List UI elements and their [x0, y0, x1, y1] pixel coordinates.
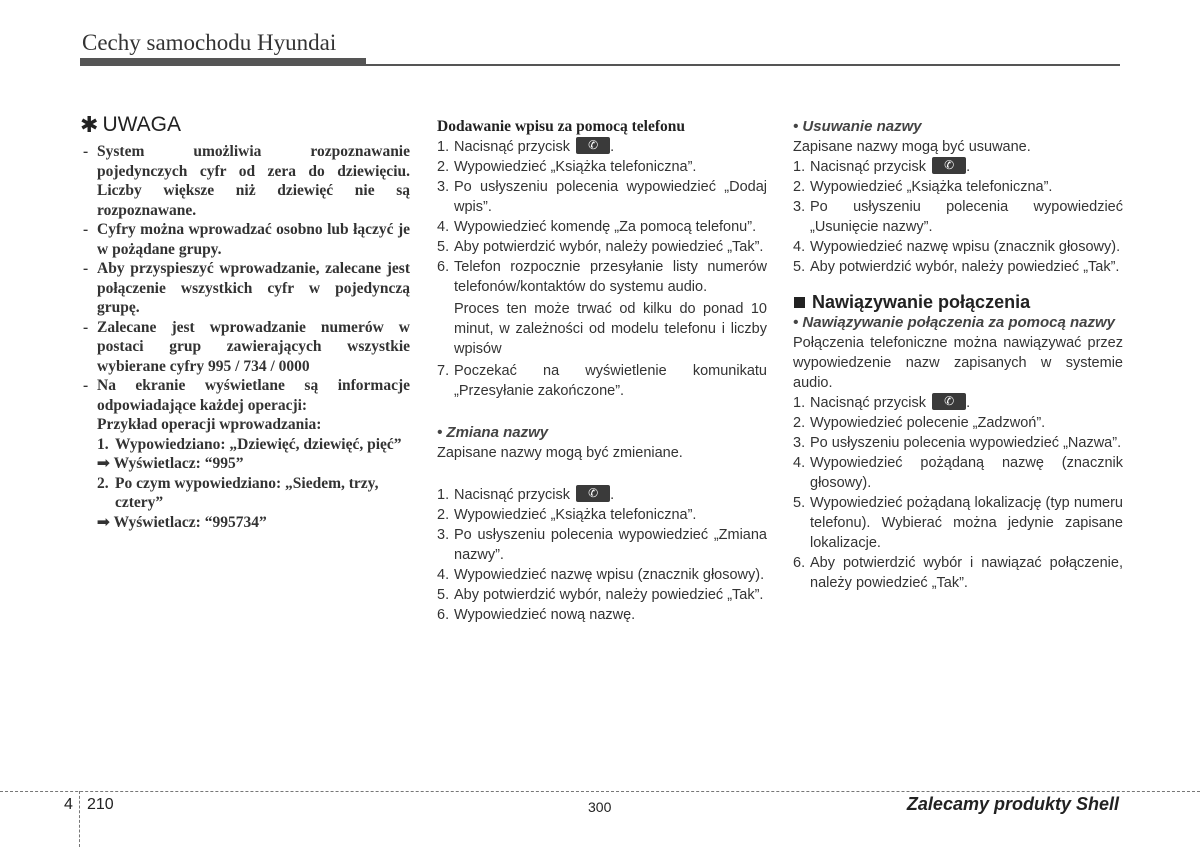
arrow-right-icon: ➟: [97, 455, 114, 472]
example-step: 1. Wypowiedziano: „Dziewięć, dziewięć, pięć”: [97, 435, 402, 453]
add-entry-step: 2. Wypowiedzieć „Książka telefoniczna”.: [437, 159, 697, 175]
connect-subtitle: • Nawiązywanie połączenia za pomocą nazwy: [793, 314, 1116, 331]
delete-name-step: 3. Po usłyszeniu polecenia wypowiedzieć „Usunięcie nazwy”.: [793, 199, 1123, 235]
header-rule: [80, 64, 1120, 66]
phone-talk-icon: [932, 157, 966, 174]
example-step: 2. Po czym wypowiedziano: „Siedem, trzy, cztery”: [97, 474, 379, 511]
middle-column: [437, 117, 767, 625]
add-entry-step: 1. Nacisnąć przycisk ✆ .: [437, 137, 767, 157]
right-column: [793, 117, 1123, 593]
connect-section-title: Nawiązywanie połączenia: [793, 291, 1123, 313]
warning-item: - Aby przyspieszyć wprowadzanie, zalecane jest połączenie wszystkich cyfr w pojedynczą grupę.: [83, 260, 410, 316]
connect-step: 2. Wypowiedzieć polecenie „Zadzwoń”.: [793, 415, 1046, 431]
warning-column: [80, 112, 410, 532]
footer-slogan: Zalecamy produkty Shell: [906, 794, 1119, 814]
change-name-step: 2. Wypowiedzieć „Książka telefoniczna”.: [437, 507, 697, 523]
warning-item: - Na ekranie wyświetlane są informacje odpowiadające każdej operacji:: [83, 377, 410, 414]
delete-name-step: 2. Wypowiedzieć „Książka telefoniczna”.: [793, 179, 1053, 195]
delete-name-step: 4. Wypowiedzieć nazwę wpisu (znacznik głosowy).: [793, 239, 1121, 255]
warning-item: - Zalecane jest wprowadzanie numerów w postaci grup zawierających wszystkie wybierane cyfry 995 / 734 / 0000: [83, 318, 410, 375]
warning-item: - System umożliwia rozpoznawanie pojedynczych cyfr od zera do dziewięciu. Liczby większe niż dziewięć nie są rozpoznawane.: [83, 143, 410, 219]
warning-heading: [80, 112, 410, 138]
add-entry-step: 3. Po usłyszeniu polecenia wypowiedzieć „Dodaj wpis”.: [437, 179, 767, 215]
chapter-number: 4: [64, 796, 73, 813]
delete-name-step: 5. Aby potwierdzić wybór, należy powiedzieć „Tak”.: [793, 259, 1120, 275]
change-name-step: 4. Wypowiedzieć nazwę wpisu (znacznik głosowy).: [437, 567, 765, 583]
example-title: Przykład operacji wprowadzania:: [97, 416, 322, 433]
change-name-title: • Zmiana nazwy: [437, 424, 549, 441]
warning-heading-text: UWAGA: [102, 113, 181, 136]
arrow-right-icon: ➟: [97, 513, 114, 531]
connect-step: 3. Po usłyszeniu polecenia wypowiedzieć „Nazwa”.: [793, 435, 1122, 451]
change-name-step: 6. Wypowiedzieć nową nazwę.: [437, 607, 636, 623]
page-header-title: Cechy samochodu Hyundai: [82, 30, 337, 55]
example-result: ➟ Wyświetlacz: “995”: [97, 455, 244, 472]
square-bullet-icon: [794, 297, 805, 308]
add-entry-step: 4. Wypowiedzieć komendę „Za pomocą telefonu”.: [437, 219, 757, 235]
change-name-intro: Zapisane nazwy mogą być zmieniane.: [437, 445, 683, 461]
add-entry-step: 7. Poczekać na wyświetlenie komunikatu „Przesyłanie zakończone”.: [437, 363, 767, 399]
connect-step: 6. Aby potwierdzić wybór i nawiązać połączenie, należy powiedzieć „Tak”.: [793, 555, 1123, 591]
asterisk-icon: ✱: [80, 112, 99, 137]
warning-item: - Cyfry można wprowadzać osobno lub łączyć je w pożądane grupy.: [83, 221, 410, 258]
connect-step: 4. Wypowiedzieć pożądaną nazwę (znacznik głosowy).: [793, 455, 1123, 491]
warning-list: [80, 142, 410, 532]
change-name-step: 1. Nacisnąć przycisk ✆ .: [437, 485, 767, 505]
connect-step: 5. Wypowiedzieć pożądaną lokalizację (typ numeru telefonu). Wybierać można jedynie zapisane lokalizacje.: [793, 495, 1123, 551]
document-page-number: 300: [588, 799, 612, 815]
add-entry-note: Proces ten może trwać od kilku do ponad 10 minut, w zależności od modelu telefonu i liczby wpisów: [454, 301, 767, 357]
phone-talk-icon: [576, 485, 610, 502]
footer-divider: [79, 791, 80, 847]
phone-talk-icon: [932, 393, 966, 410]
add-entry-title: Dodawanie wpisu za pomocą telefonu: [437, 118, 686, 135]
delete-name-title: • Usuwanie nazwy: [793, 118, 922, 135]
example-block: [80, 415, 410, 532]
footer-rule: [0, 791, 1200, 792]
delete-name-intro: Zapisane nazwy mogą być usuwane.: [793, 139, 1031, 155]
page-number: 210: [87, 796, 114, 813]
change-name-step: 5. Aby potwierdzić wybór, należy powiedzieć „Tak”.: [437, 587, 764, 603]
connect-step: 1. Nacisnąć przycisk ✆ .: [793, 393, 1123, 413]
example-result: ➟ Wyświetlacz: “995734”: [97, 513, 267, 531]
add-entry-step: 6. Telefon rozpocznie przesyłanie listy numerów telefonów/kontaktów do systemu audio.: [437, 259, 767, 295]
delete-name-step: 1. Nacisnąć przycisk ✆ .: [793, 157, 1123, 177]
phone-talk-icon: [576, 137, 610, 154]
add-entry-step: 5. Aby potwierdzić wybór, należy powiedzieć „Tak”.: [437, 239, 764, 255]
connect-intro: Połączenia telefoniczne można nawiązywać przez wypowiedzenie nazw zapisanych w systemie audio.: [793, 335, 1123, 391]
change-name-step: 3. Po usłyszeniu polecenia wypowiedzieć „Zmiana nazwy”.: [437, 527, 767, 563]
